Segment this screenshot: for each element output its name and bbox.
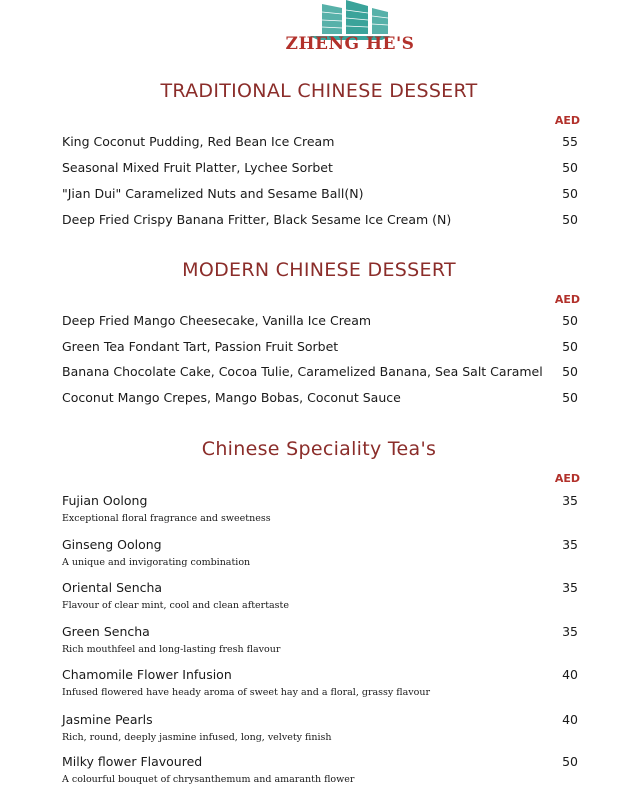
tea-item bbox=[62, 537, 578, 577]
item-description: Exceptional floral fragrance and sweetness bbox=[62, 513, 271, 524]
item-price: 50 bbox=[562, 212, 578, 227]
currency-label: AED bbox=[554, 114, 580, 127]
section-title-modern: MODERN CHINESE DESSERT bbox=[182, 259, 456, 281]
item-name: Deep Fried Crispy Banana Fritter, Black Sesame Ice Cream (N) bbox=[62, 212, 452, 227]
item-price: 40 bbox=[562, 712, 578, 727]
item-price: 35 bbox=[562, 580, 578, 595]
restaurant-logo bbox=[280, 0, 420, 60]
item-name: Chamomile Flower Infusion bbox=[62, 667, 232, 682]
item-price: 35 bbox=[562, 624, 578, 639]
item-name: King Coconut Pudding, Red Bean Ice Cream bbox=[62, 134, 335, 149]
item-name: Oriental Sencha bbox=[62, 580, 163, 595]
tea-item bbox=[62, 712, 578, 752]
menu-item bbox=[62, 186, 578, 206]
currency-label: AED bbox=[554, 293, 580, 306]
item-name: Deep Fried Mango Cheesecake, Vanilla Ice Cream bbox=[62, 313, 372, 328]
item-price: 40 bbox=[562, 667, 578, 682]
item-price: 50 bbox=[562, 186, 578, 201]
item-description: A unique and invigorating combination bbox=[62, 557, 251, 568]
item-name: Green Sencha bbox=[62, 624, 150, 639]
item-price: 50 bbox=[562, 339, 578, 354]
item-name: Jasmine Pearls bbox=[62, 712, 153, 727]
brand-name: ZHENG HE'S bbox=[285, 34, 415, 54]
menu-item bbox=[62, 313, 578, 333]
tea-item bbox=[62, 754, 578, 794]
section-title-tea: Chinese Speciality Tea's bbox=[201, 438, 437, 460]
tea-item bbox=[62, 624, 578, 664]
item-name: Ginseng Oolong bbox=[62, 537, 162, 552]
tea-item bbox=[62, 667, 578, 707]
item-name: Green Tea Fondant Tart, Passion Fruit Sorbet bbox=[62, 339, 339, 354]
tea-item bbox=[62, 580, 578, 620]
item-price: 50 bbox=[562, 313, 578, 328]
item-price: 50 bbox=[562, 160, 578, 175]
menu-item bbox=[62, 160, 578, 180]
item-description: Flavour of clear mint, cool and clean aftertaste bbox=[62, 600, 289, 611]
item-name: Coconut Mango Crepes, Mango Bobas, Coconut Sauce bbox=[62, 390, 401, 405]
item-price: 55 bbox=[562, 134, 578, 149]
item-name: Fujian Oolong bbox=[62, 493, 148, 508]
item-name: Banana Chocolate Cake, Cocoa Tulie, Caramelized Banana, Sea Salt Caramel bbox=[62, 364, 543, 379]
menu-item bbox=[62, 390, 578, 410]
item-price: 50 bbox=[562, 364, 578, 379]
item-description: Infused flowered have heady aroma of sweet hay and a floral, grassy flavour bbox=[62, 687, 431, 698]
menu-item bbox=[62, 339, 578, 359]
currency-label: AED bbox=[554, 472, 580, 485]
item-description: Rich, round, deeply jasmine infused, long, velvety finish bbox=[62, 732, 332, 743]
item-description: Rich mouthfeel and long-lasting fresh flavour bbox=[62, 644, 281, 655]
item-name: Milky flower Flavoured bbox=[62, 754, 203, 769]
item-name: "Jian Dui" Caramelized Nuts and Sesame Ball(N) bbox=[62, 186, 364, 201]
item-price: 50 bbox=[562, 754, 578, 769]
item-description: A colourful bouquet of chrysanthemum and amaranth flower bbox=[62, 774, 355, 785]
item-name: Seasonal Mixed Fruit Platter, Lychee Sorbet bbox=[62, 160, 333, 175]
tea-item bbox=[62, 493, 578, 533]
menu-item bbox=[62, 212, 578, 232]
section-title-traditional: TRADITIONAL CHINESE DESSERT bbox=[160, 80, 478, 102]
item-price: 35 bbox=[562, 493, 578, 508]
menu-item bbox=[62, 134, 578, 154]
item-price: 35 bbox=[562, 537, 578, 552]
item-price: 50 bbox=[562, 390, 578, 405]
menu-item bbox=[62, 364, 578, 384]
